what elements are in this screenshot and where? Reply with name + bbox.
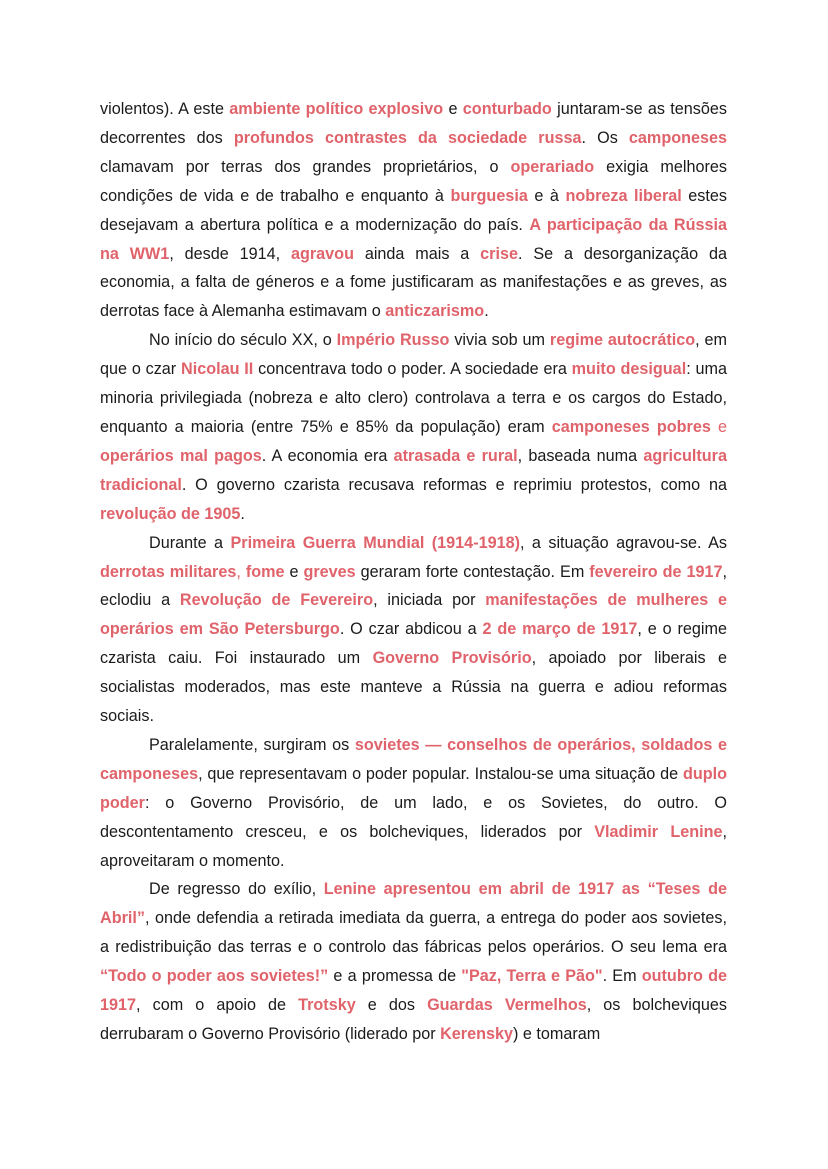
highlighted-term: revolução de 1905 bbox=[100, 504, 241, 523]
body-text: concentrava todo o poder. A sociedade era bbox=[253, 360, 572, 379]
highlighted-term: operariado bbox=[510, 157, 595, 176]
body-text: e à bbox=[527, 186, 566, 205]
paragraph-april-theses bbox=[100, 875, 727, 1048]
body-text: . Os bbox=[581, 128, 629, 147]
body-text: , eclodiu a bbox=[100, 562, 728, 610]
body-text: exigia melhores condições de vida e de trabalho e enquanto à bbox=[100, 157, 727, 205]
body-text: ainda mais a bbox=[353, 244, 481, 263]
highlighted-term: fevereiro de 1917 bbox=[589, 562, 723, 581]
highlighted-term: A participação da Rússia na WW1 bbox=[100, 215, 727, 263]
body-text: , baseada numa bbox=[517, 446, 644, 465]
highlighted-term: regime autocrático bbox=[549, 331, 696, 350]
body-text: , desde 1914, bbox=[169, 244, 291, 263]
highlighted-term: ambiente político explosivo bbox=[229, 100, 444, 118]
body-text: Durante a bbox=[149, 533, 231, 552]
body-text: . O czar abdicou a bbox=[339, 620, 483, 639]
highlighted-term: Revolução de Fevereiro bbox=[179, 591, 374, 610]
highlighted-term: "Paz, Terra e Pão" bbox=[461, 967, 603, 986]
body-text: . bbox=[484, 302, 489, 321]
body-text: , e o regime czarista caiu. Foi instaurado um bbox=[100, 620, 727, 668]
body-text: e a promessa de bbox=[328, 967, 462, 986]
highlighted-term: Trotsky bbox=[298, 996, 356, 1015]
highlighted-term: Governo Provisório bbox=[372, 649, 532, 668]
highlighted-term: Vladimir Lenine bbox=[594, 822, 723, 841]
highlighted-term: muito desigual bbox=[571, 360, 687, 379]
body-text: . Em bbox=[602, 967, 642, 986]
body-text: : o Governo Provisório, de um lado, e os Sovietes, do outro. O descontentamento cresceu, e os bolcheviques, liderados por bbox=[100, 793, 727, 841]
body-text: , os bolcheviques derrubaram o Governo Provisório (liderado por bbox=[100, 996, 727, 1043]
body-text: . Se a desorganização da economia, a falta de géneros e a fome justificaram as manifestações e as greves, as derrotas face à Alemanha estimavam o bbox=[100, 244, 727, 321]
highlighted-term: derrotas militares bbox=[100, 562, 237, 581]
body-text: Paralelamente, surgiram os bbox=[149, 735, 355, 754]
highlighted-term: greves bbox=[303, 562, 356, 581]
body-text: . O governo czarista recusava reformas e reprimiu protestos, como na bbox=[181, 475, 727, 494]
body-text: . A economia era bbox=[261, 446, 394, 465]
body-text: ) e tomaram bbox=[513, 1025, 601, 1043]
body-text: clamavam por terras dos grandes proprietários, o bbox=[100, 157, 511, 176]
highlighted-term: outubro de 1917 bbox=[100, 967, 727, 1015]
body-text: , que representavam o poder popular. Instalou-se uma situação de bbox=[198, 764, 683, 783]
highlighted-term: manifestações de mulheres e operários em São Petersburgo bbox=[100, 591, 728, 639]
highlighted-term: sovietes — conselhos de operários, soldados e camponeses bbox=[100, 735, 727, 783]
body-text: e bbox=[284, 562, 304, 581]
body-text: , em que o czar bbox=[100, 331, 727, 379]
body-text: geraram forte contestação. Em bbox=[355, 562, 590, 581]
highlighted-term: Império Russo bbox=[336, 331, 450, 350]
highlighted-term: agricultura tradicional bbox=[100, 446, 727, 494]
body-text: De regresso do exílio, bbox=[149, 880, 324, 899]
body-text: , com o apoio de bbox=[136, 996, 299, 1015]
highlighted-term: profundos contrastes da sociedade russa bbox=[233, 128, 582, 147]
body-text: e dos bbox=[355, 996, 428, 1015]
highlighted-term: crise bbox=[480, 244, 518, 263]
highlighted-term: fome bbox=[245, 562, 285, 581]
highlighted-term: atrasada e rural bbox=[393, 446, 518, 465]
body-text: . bbox=[240, 504, 245, 523]
highlighted-connector: e bbox=[710, 417, 727, 436]
highlighted-term: Primeira Guerra Mundial (1914-1918) bbox=[230, 533, 520, 552]
highlighted-term: Nicolau II bbox=[181, 360, 254, 379]
body-text: , a situação agravou-se. As bbox=[519, 533, 727, 552]
body-text: juntaram-se as tensões decorrentes dos bbox=[100, 100, 727, 147]
highlighted-term: camponeses pobres bbox=[551, 417, 711, 436]
highlighted-term: Kerensky bbox=[440, 1025, 514, 1043]
body-text: e bbox=[443, 100, 463, 118]
highlighted-term: Lenine apresentou em abril de 1917 as “Teses de Abril” bbox=[100, 880, 727, 928]
highlighted-term: operários mal pagos bbox=[100, 446, 262, 465]
paragraph-soviets bbox=[100, 731, 727, 876]
document-page bbox=[100, 95, 727, 1049]
body-text: No início do século XX, o bbox=[149, 331, 337, 350]
highlighted-term: agravou bbox=[290, 244, 354, 263]
body-text: , iniciada por bbox=[373, 591, 486, 610]
highlighted-term: nobreza liberal bbox=[565, 186, 682, 205]
highlighted-term: Guardas Vermelhos bbox=[427, 996, 587, 1015]
highlighted-term: 2 de março de 1917 bbox=[482, 620, 638, 639]
paragraph-russian-empire bbox=[100, 326, 727, 528]
body-text: violentos). A este bbox=[100, 100, 230, 118]
body-text: , onde defendia a retirada imediata da guerra, a entrega do poder aos sovietes, a redistribuição das terras e o controlo das fábricas pelos operários. O seu lema era bbox=[100, 909, 727, 957]
body-text: : uma minoria privilegiada (nobreza e alto clero) controlava a terra e os cargos do Estado, enquanto a maioria (entre 75% e 85% da população) eram bbox=[100, 360, 727, 436]
highlighted-connector: , bbox=[236, 562, 246, 581]
body-text: estes desejavam a abertura política e a modernização do país. bbox=[100, 186, 727, 234]
highlighted-term: camponeses bbox=[628, 128, 727, 147]
highlighted-term: “Todo o poder aos sovietes!” bbox=[100, 967, 329, 986]
paragraph-world-war-one bbox=[100, 529, 727, 731]
body-text: , apoiado por liberais e socialistas moderados, mas este manteve a Rússia na guerra e adiou reformas sociais. bbox=[100, 649, 727, 726]
highlighted-term: duplo poder bbox=[100, 764, 727, 812]
body-text: , aproveitaram o momento. bbox=[100, 822, 727, 870]
body-text: vivia sob um bbox=[449, 331, 550, 350]
paragraph-context bbox=[100, 95, 727, 326]
highlighted-term: burguesia bbox=[450, 186, 528, 205]
highlighted-term: anticzarismo bbox=[385, 302, 485, 321]
highlighted-term: conturbado bbox=[462, 100, 552, 118]
